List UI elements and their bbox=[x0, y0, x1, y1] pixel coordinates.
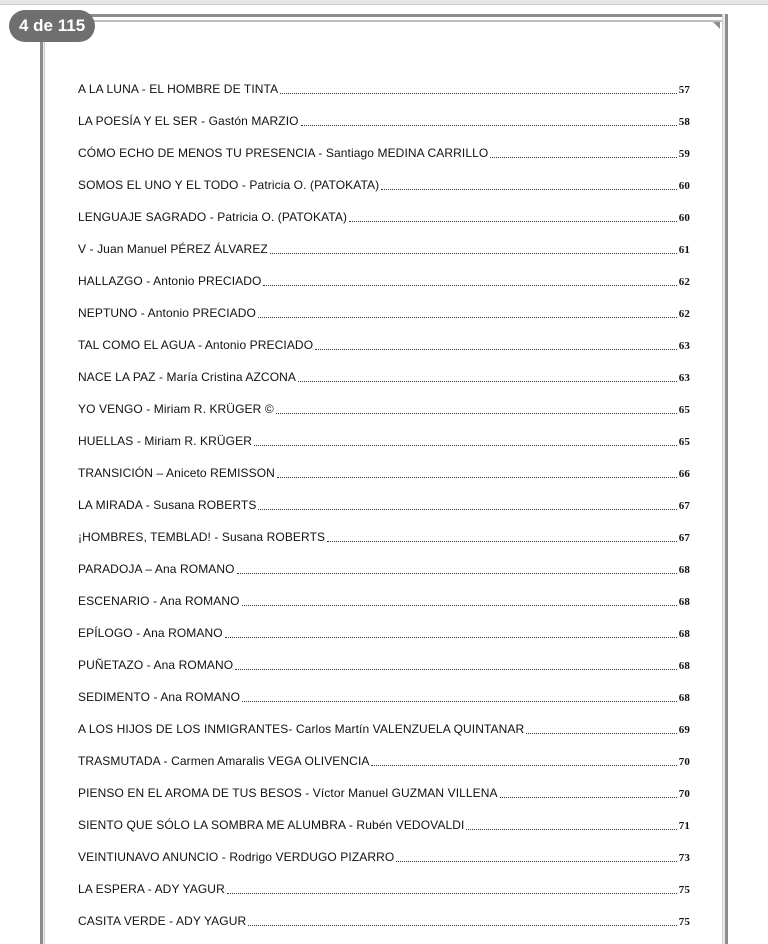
toc-entry-page-number: 62 bbox=[678, 308, 690, 320]
toc-entry-page-number: 75 bbox=[678, 884, 690, 896]
toc-entry[interactable] bbox=[78, 678, 690, 710]
toc-entry-title: LA ESPERA - ADY YAGUR bbox=[78, 882, 225, 896]
toc-entry[interactable] bbox=[78, 230, 690, 262]
toc-entry-page-number: 70 bbox=[678, 788, 690, 800]
toc-entry[interactable] bbox=[78, 902, 690, 934]
toc-entry[interactable] bbox=[78, 166, 690, 198]
toc-entry-title: PARADOJA – Ana ROMANO bbox=[78, 562, 235, 576]
toc-entry-page-number: 63 bbox=[678, 340, 690, 352]
toc-dot-leader bbox=[301, 125, 677, 126]
toc-entry[interactable] bbox=[78, 550, 690, 582]
toc-entry-title: PIENSO EN EL AROMA DE TUS BESOS - Víctor Manuel GUZMAN VILLENA bbox=[78, 786, 498, 800]
toc-entry-title: ESCENARIO - Ana ROMANO bbox=[78, 594, 240, 608]
toc-entry-page-number: 69 bbox=[678, 724, 690, 736]
toc-entry-title: TRANSICIÓN – Aniceto REMISSON bbox=[78, 466, 275, 480]
toc-entry-page-number: 67 bbox=[678, 500, 690, 512]
toc-entry[interactable] bbox=[78, 422, 690, 454]
toc-dot-leader bbox=[254, 445, 677, 446]
toc-entry-title: HALLAZGO - Antonio PRECIADO bbox=[78, 274, 262, 288]
toc-entry-page-number: 68 bbox=[678, 660, 690, 672]
toc-entry-page-number: 73 bbox=[678, 852, 690, 864]
toc-dot-leader bbox=[270, 253, 677, 254]
toc-entry[interactable] bbox=[78, 646, 690, 678]
toc-entry-page-number: 68 bbox=[678, 564, 690, 576]
page-border-left bbox=[40, 14, 45, 944]
toc-dot-leader bbox=[526, 733, 677, 734]
toc-dot-leader bbox=[237, 573, 677, 574]
toc-dot-leader bbox=[235, 669, 677, 670]
toc-entry-page-number: 60 bbox=[678, 180, 690, 192]
toc-dot-leader bbox=[280, 93, 677, 94]
toc-entry[interactable] bbox=[78, 742, 690, 774]
toc-entry[interactable] bbox=[78, 454, 690, 486]
toc-entry[interactable] bbox=[78, 198, 690, 230]
toc-dot-leader bbox=[242, 701, 677, 702]
toc-dot-leader bbox=[242, 605, 677, 606]
toc-dot-leader bbox=[315, 349, 677, 350]
toc-entry-title: A LA LUNA - EL HOMBRE DE TINTA bbox=[78, 82, 279, 96]
toc-entry-page-number: 60 bbox=[678, 212, 690, 224]
toc-dot-leader bbox=[327, 541, 677, 542]
toc-entry[interactable] bbox=[78, 710, 690, 742]
toc-entry[interactable] bbox=[78, 70, 690, 102]
toc-entry-page-number: 62 bbox=[678, 276, 690, 288]
table-of-contents bbox=[78, 70, 690, 934]
toc-entry-title: SOMOS EL UNO Y EL TODO - Patricia O. (PATOKATA) bbox=[78, 178, 380, 192]
toc-dot-leader bbox=[258, 509, 676, 510]
toc-dot-leader bbox=[298, 381, 677, 382]
toc-dot-leader bbox=[490, 157, 676, 158]
toc-entry-title: LA POESÍA Y EL SER - Gastón MARZIO bbox=[78, 114, 299, 128]
toc-dot-leader bbox=[396, 861, 676, 862]
toc-entry-title: NEPTUNO - Antonio PRECIADO bbox=[78, 306, 256, 320]
toc-entry[interactable] bbox=[78, 134, 690, 166]
toc-entry-title: CÓMO ECHO DE MENOS TU PRESENCIA - Santiago MEDINA CARRILLO bbox=[78, 146, 489, 160]
toc-dot-leader bbox=[258, 317, 677, 318]
toc-entry-title: HUELLAS - Miriam R. KRÜGER bbox=[78, 434, 252, 448]
toc-entry-page-number: 61 bbox=[678, 244, 690, 256]
toc-entry-page-number: 68 bbox=[678, 628, 690, 640]
toc-entry-title: PUÑETAZO - Ana ROMANO bbox=[78, 658, 234, 672]
toc-entry-title: NACE LA PAZ - María Cristina AZCONA bbox=[78, 370, 296, 384]
toc-entry-title: TAL COMO EL AGUA - Antonio PRECIADO bbox=[78, 338, 314, 352]
toc-dot-leader bbox=[349, 221, 677, 222]
toc-entry-page-number: 68 bbox=[678, 596, 690, 608]
toc-dot-leader bbox=[248, 925, 677, 926]
top-ruler bbox=[0, 0, 768, 5]
toc-entry[interactable] bbox=[78, 262, 690, 294]
toc-entry[interactable] bbox=[78, 614, 690, 646]
toc-dot-leader bbox=[371, 765, 676, 766]
toc-entry[interactable] bbox=[78, 326, 690, 358]
toc-entry[interactable] bbox=[78, 294, 690, 326]
toc-entry[interactable] bbox=[78, 518, 690, 550]
toc-entry-page-number: 57 bbox=[678, 84, 690, 96]
toc-dot-leader bbox=[227, 893, 677, 894]
toc-entry-page-number: 70 bbox=[678, 756, 690, 768]
toc-entry[interactable] bbox=[78, 806, 690, 838]
toc-dot-leader bbox=[277, 477, 677, 478]
toc-entry-page-number: 63 bbox=[678, 372, 690, 384]
page-border-right bbox=[722, 14, 728, 944]
corner-fold-icon bbox=[713, 22, 720, 29]
toc-entry-page-number: 58 bbox=[678, 116, 690, 128]
toc-entry-page-number: 65 bbox=[678, 404, 690, 416]
toc-entry[interactable] bbox=[78, 390, 690, 422]
toc-entry[interactable] bbox=[78, 486, 690, 518]
toc-entry-title: SEDIMENTO - Ana ROMANO bbox=[78, 690, 241, 704]
toc-entry-title: CASITA VERDE - ADY YAGUR bbox=[78, 914, 247, 928]
toc-entry-title: V - Juan Manuel PÉREZ ÁLVAREZ bbox=[78, 242, 268, 256]
toc-entry-title: VEINTIUNAVO ANUNCIO - Rodrigo VERDUGO PIZARRO bbox=[78, 850, 395, 864]
toc-entry[interactable] bbox=[78, 870, 690, 902]
toc-entry-title: EPÍLOGO - Ana ROMANO bbox=[78, 626, 223, 640]
toc-entry-page-number: 71 bbox=[678, 820, 690, 832]
toc-entry-title: LENGUAJE SAGRADO - Patricia O. (PATOKATA) bbox=[78, 210, 348, 224]
toc-entry-title: A LOS HIJOS DE LOS INMIGRANTES- Carlos Martín VALENZUELA QUINTANAR bbox=[78, 722, 525, 736]
toc-dot-leader bbox=[500, 797, 677, 798]
toc-entry-title: LA MIRADA - Susana ROBERTS bbox=[78, 498, 257, 512]
toc-entry-page-number: 67 bbox=[678, 532, 690, 544]
toc-entry-title: TRASMUTADA - Carmen Amaralis VEGA OLIVENCIA bbox=[78, 754, 370, 768]
toc-entry[interactable] bbox=[78, 358, 690, 390]
toc-entry[interactable] bbox=[78, 102, 690, 134]
toc-entry[interactable] bbox=[78, 838, 690, 870]
toc-dot-leader bbox=[263, 285, 676, 286]
toc-entry-title: YO VENGO - Miriam R. KRÜGER © bbox=[78, 402, 274, 416]
toc-entry-page-number: 66 bbox=[678, 468, 690, 480]
toc-entry-title: ¡HOMBRES, TEMBLAD! - Susana ROBERTS bbox=[78, 530, 326, 544]
toc-entry-page-number: 68 bbox=[678, 692, 690, 704]
page-border-top bbox=[40, 14, 728, 22]
toc-entry-page-number: 75 bbox=[678, 916, 690, 928]
toc-entry[interactable] bbox=[78, 582, 690, 614]
toc-dot-leader bbox=[381, 189, 677, 190]
page-indicator-badge: 4 de 115 bbox=[9, 10, 95, 42]
toc-entry-page-number: 65 bbox=[678, 436, 690, 448]
toc-dot-leader bbox=[466, 829, 676, 830]
toc-dot-leader bbox=[225, 637, 677, 638]
toc-entry-title: SIENTO QUE SÓLO LA SOMBRA ME ALUMBRA - Rubén VEDOVALDI bbox=[78, 818, 465, 832]
toc-entry[interactable] bbox=[78, 774, 690, 806]
toc-entry-page-number: 59 bbox=[678, 148, 690, 160]
toc-dot-leader bbox=[276, 413, 677, 414]
